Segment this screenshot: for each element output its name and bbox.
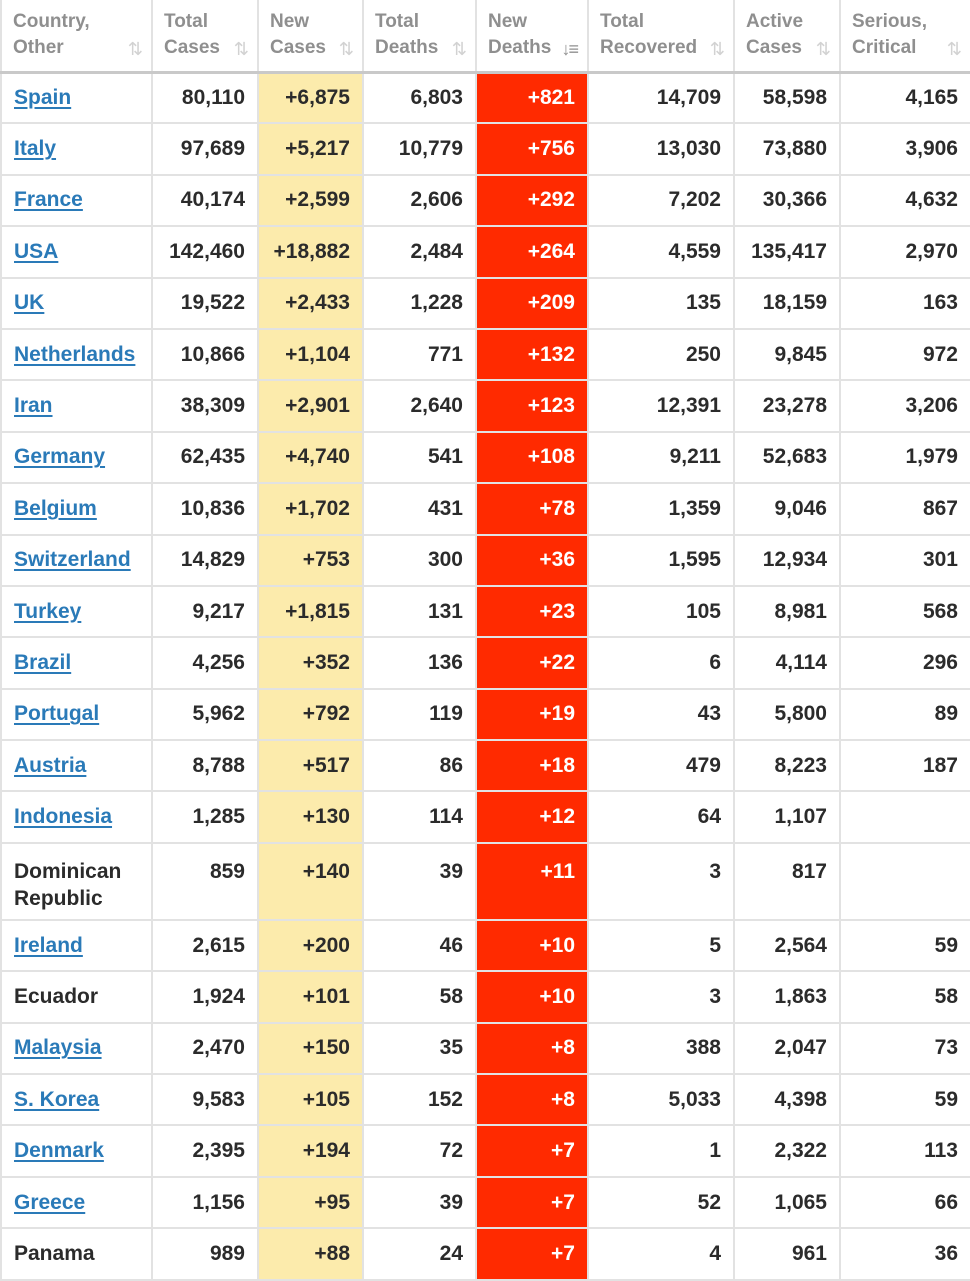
cell-new-cases: +2,901 bbox=[258, 380, 363, 431]
cell-total-recovered: 12,391 bbox=[588, 380, 734, 431]
cell-new-deaths: +23 bbox=[476, 586, 588, 637]
cell-serious-critical: 187 bbox=[840, 740, 970, 791]
cell-new-deaths: +7 bbox=[476, 1228, 588, 1279]
header-new-deaths[interactable] bbox=[476, 0, 588, 72]
cell-new-deaths: +108 bbox=[476, 432, 588, 483]
cell-country bbox=[1, 278, 152, 329]
cell-country bbox=[1, 72, 152, 123]
cell-country bbox=[1, 329, 152, 380]
country-link[interactable]: Germany bbox=[14, 445, 106, 469]
cell-serious-critical: 113 bbox=[840, 1125, 970, 1176]
table-row bbox=[1, 175, 970, 226]
country-link[interactable]: France bbox=[14, 188, 83, 212]
table-row bbox=[1, 791, 970, 842]
cell-total-deaths: 72 bbox=[363, 1125, 476, 1176]
cell-total-recovered: 1 bbox=[588, 1125, 734, 1176]
cell-total-recovered: 1,595 bbox=[588, 535, 734, 586]
table-row bbox=[1, 971, 970, 1022]
cell-serious-critical: 296 bbox=[840, 637, 970, 688]
cell-country bbox=[1, 483, 152, 534]
cell-serious-critical: 972 bbox=[840, 329, 970, 380]
cell-serious-critical bbox=[840, 791, 970, 842]
cell-new-cases: +200 bbox=[258, 920, 363, 971]
table-row bbox=[1, 740, 970, 791]
cell-new-cases: +88 bbox=[258, 1228, 363, 1279]
cell-total-deaths: 771 bbox=[363, 329, 476, 380]
table-row bbox=[1, 329, 970, 380]
header-total-deaths-line2: Deaths bbox=[375, 37, 439, 58]
cell-total-recovered: 7,202 bbox=[588, 175, 734, 226]
cell-new-deaths: +756 bbox=[476, 123, 588, 174]
cell-total-cases: 142,460 bbox=[152, 226, 258, 277]
country-name: Ecuador bbox=[14, 984, 99, 1008]
cell-new-cases: +517 bbox=[258, 740, 363, 791]
cell-total-cases: 1,924 bbox=[152, 971, 258, 1022]
header-new-cases-line1: New bbox=[270, 11, 310, 32]
cell-country bbox=[1, 1074, 152, 1125]
table-row bbox=[1, 432, 970, 483]
cell-total-deaths: 300 bbox=[363, 535, 476, 586]
country-link[interactable]: Turkey bbox=[14, 599, 82, 623]
header-new-deaths-line2: Deaths bbox=[488, 37, 552, 58]
cell-new-cases: +130 bbox=[258, 791, 363, 842]
cell-total-cases: 1,156 bbox=[152, 1177, 258, 1228]
cell-country bbox=[1, 432, 152, 483]
country-link[interactable]: Portugal bbox=[14, 702, 100, 726]
country-link[interactable]: UK bbox=[14, 291, 45, 315]
cell-serious-critical: 3,206 bbox=[840, 380, 970, 431]
cell-active-cases: 52,683 bbox=[734, 432, 840, 483]
table-row bbox=[1, 689, 970, 740]
cell-country bbox=[1, 1228, 152, 1279]
table-row bbox=[1, 380, 970, 431]
cell-new-deaths: +7 bbox=[476, 1177, 588, 1228]
cell-serious-critical: 4,165 bbox=[840, 72, 970, 123]
cell-active-cases: 58,598 bbox=[734, 72, 840, 123]
cell-serious-critical: 2,970 bbox=[840, 226, 970, 277]
table-header bbox=[1, 0, 970, 72]
header-active-cases-line2: Cases bbox=[746, 37, 802, 58]
cell-new-deaths: +10 bbox=[476, 971, 588, 1022]
cell-active-cases: 4,398 bbox=[734, 1074, 840, 1125]
cell-country bbox=[1, 740, 152, 791]
cell-new-cases: +1,702 bbox=[258, 483, 363, 534]
cell-total-recovered: 4,559 bbox=[588, 226, 734, 277]
cell-active-cases: 2,322 bbox=[734, 1125, 840, 1176]
cell-new-cases: +2,599 bbox=[258, 175, 363, 226]
cell-total-cases: 40,174 bbox=[152, 175, 258, 226]
cell-total-cases: 9,217 bbox=[152, 586, 258, 637]
country-link[interactable]: Belgium bbox=[14, 496, 97, 520]
header-total-deaths-line1: Total bbox=[375, 11, 419, 32]
cell-total-deaths: 152 bbox=[363, 1074, 476, 1125]
header-total-cases-line1: Total bbox=[164, 11, 208, 32]
country-link[interactable]: Ireland bbox=[14, 933, 83, 957]
cell-total-recovered: 64 bbox=[588, 791, 734, 842]
table-row bbox=[1, 535, 970, 586]
cell-serious-critical: 1,979 bbox=[840, 432, 970, 483]
cell-new-cases: +2,433 bbox=[258, 278, 363, 329]
header-total-recovered-line2: Recovered bbox=[600, 37, 698, 58]
header-active-cases-line1: Active bbox=[746, 11, 804, 32]
cell-serious-critical: 163 bbox=[840, 278, 970, 329]
cell-active-cases: 2,047 bbox=[734, 1023, 840, 1074]
table-row bbox=[1, 483, 970, 534]
cell-total-deaths: 86 bbox=[363, 740, 476, 791]
cell-total-cases: 8,788 bbox=[152, 740, 258, 791]
header-serious-critical-line1: Serious, bbox=[852, 11, 927, 32]
cell-total-recovered: 5 bbox=[588, 920, 734, 971]
cell-new-cases: +140 bbox=[258, 843, 363, 920]
cell-new-cases: +194 bbox=[258, 1125, 363, 1176]
cell-total-recovered: 4 bbox=[588, 1228, 734, 1279]
cell-country bbox=[1, 637, 152, 688]
cell-new-cases: +150 bbox=[258, 1023, 363, 1074]
cell-active-cases: 8,223 bbox=[734, 740, 840, 791]
cell-new-cases: +792 bbox=[258, 689, 363, 740]
cell-total-deaths: 114 bbox=[363, 791, 476, 842]
cell-total-cases: 859 bbox=[152, 843, 258, 920]
header-total-cases-line2: Cases bbox=[164, 37, 220, 58]
cell-total-cases: 14,829 bbox=[152, 535, 258, 586]
table-row bbox=[1, 1074, 970, 1125]
cell-new-cases: +1,815 bbox=[258, 586, 363, 637]
table-row bbox=[1, 920, 970, 971]
header-serious-critical-line2: Critical bbox=[852, 37, 917, 58]
country-link[interactable]: Italy bbox=[14, 137, 57, 161]
cell-total-cases: 9,583 bbox=[152, 1074, 258, 1125]
country-name: Panama bbox=[14, 1241, 95, 1265]
cell-total-deaths: 6,803 bbox=[363, 72, 476, 123]
cell-new-deaths: +132 bbox=[476, 329, 588, 380]
cell-serious-critical: 58 bbox=[840, 971, 970, 1022]
country-link[interactable]: Brazil bbox=[14, 650, 72, 674]
cell-active-cases: 1,863 bbox=[734, 971, 840, 1022]
cell-serious-critical: 59 bbox=[840, 1074, 970, 1125]
cell-active-cases: 4,114 bbox=[734, 637, 840, 688]
cell-new-cases: +101 bbox=[258, 971, 363, 1022]
cell-new-deaths: +8 bbox=[476, 1023, 588, 1074]
table-row bbox=[1, 123, 970, 174]
table-row bbox=[1, 278, 970, 329]
sort-icon[interactable]: ⇅ bbox=[338, 39, 352, 59]
sort-icon[interactable]: ⇅ bbox=[451, 39, 465, 59]
cell-serious-critical: 66 bbox=[840, 1177, 970, 1228]
cell-new-deaths: +8 bbox=[476, 1074, 588, 1125]
header-country-line2: Other bbox=[13, 37, 64, 58]
sort-icon[interactable]: ⇅ bbox=[815, 39, 829, 59]
header-country[interactable] bbox=[1, 0, 152, 72]
cell-new-deaths: +22 bbox=[476, 637, 588, 688]
cell-active-cases: 23,278 bbox=[734, 380, 840, 431]
cell-country bbox=[1, 971, 152, 1022]
cell-total-cases: 80,110 bbox=[152, 72, 258, 123]
cell-new-deaths: +12 bbox=[476, 791, 588, 842]
cell-total-deaths: 2,606 bbox=[363, 175, 476, 226]
header-total-cases[interactable] bbox=[152, 0, 258, 72]
cell-country bbox=[1, 535, 152, 586]
cell-total-recovered: 105 bbox=[588, 586, 734, 637]
cell-new-cases: +18,882 bbox=[258, 226, 363, 277]
cell-total-cases: 989 bbox=[152, 1228, 258, 1279]
cell-country bbox=[1, 175, 152, 226]
table-row bbox=[1, 1023, 970, 1074]
cell-serious-critical: 867 bbox=[840, 483, 970, 534]
header-active-cases[interactable] bbox=[734, 0, 840, 72]
cell-serious-critical bbox=[840, 843, 970, 920]
table-row bbox=[1, 637, 970, 688]
cell-total-deaths: 431 bbox=[363, 483, 476, 534]
cell-total-recovered: 6 bbox=[588, 637, 734, 688]
cell-serious-critical: 3,906 bbox=[840, 123, 970, 174]
cell-new-deaths: +123 bbox=[476, 380, 588, 431]
table-row bbox=[1, 586, 970, 637]
country-link[interactable]: Malaysia bbox=[14, 1036, 102, 1060]
header-new-cases-line2: Cases bbox=[270, 37, 326, 58]
cell-total-recovered: 43 bbox=[588, 689, 734, 740]
cell-total-deaths: 10,779 bbox=[363, 123, 476, 174]
cell-new-cases: +5,217 bbox=[258, 123, 363, 174]
cell-country bbox=[1, 123, 152, 174]
cell-serious-critical: 568 bbox=[840, 586, 970, 637]
cell-serious-critical: 36 bbox=[840, 1228, 970, 1279]
cell-country bbox=[1, 843, 152, 920]
cell-total-cases: 97,689 bbox=[152, 123, 258, 174]
country-link[interactable]: Denmark bbox=[14, 1139, 104, 1163]
cell-new-deaths: +19 bbox=[476, 689, 588, 740]
cell-active-cases: 1,065 bbox=[734, 1177, 840, 1228]
cell-active-cases: 9,046 bbox=[734, 483, 840, 534]
table-body bbox=[1, 72, 970, 1280]
header-row bbox=[1, 0, 970, 72]
cell-active-cases: 2,564 bbox=[734, 920, 840, 971]
header-total-recovered-line1: Total bbox=[600, 11, 644, 32]
cell-total-deaths: 2,484 bbox=[363, 226, 476, 277]
cell-new-cases: +95 bbox=[258, 1177, 363, 1228]
cell-country bbox=[1, 1125, 152, 1176]
cell-new-deaths: +78 bbox=[476, 483, 588, 534]
cell-total-deaths: 1,228 bbox=[363, 278, 476, 329]
sort-icon[interactable]: ⇅ bbox=[127, 39, 141, 59]
table-row bbox=[1, 1228, 970, 1279]
country-link[interactable]: Austria bbox=[14, 753, 87, 777]
country-link[interactable]: Switzerland bbox=[14, 548, 131, 572]
cell-country bbox=[1, 791, 152, 842]
cell-total-recovered: 3 bbox=[588, 843, 734, 920]
cell-total-deaths: 136 bbox=[363, 637, 476, 688]
cell-total-deaths: 39 bbox=[363, 843, 476, 920]
cell-active-cases: 1,107 bbox=[734, 791, 840, 842]
cell-total-recovered: 135 bbox=[588, 278, 734, 329]
sort-descending-icon[interactable]: ↓≡ bbox=[561, 39, 577, 59]
cell-active-cases: 30,366 bbox=[734, 175, 840, 226]
cell-total-deaths: 541 bbox=[363, 432, 476, 483]
cell-new-cases: +753 bbox=[258, 535, 363, 586]
header-new-deaths-line1: New bbox=[488, 11, 528, 32]
cell-country bbox=[1, 1177, 152, 1228]
cell-total-recovered: 479 bbox=[588, 740, 734, 791]
country-link[interactable]: Spain bbox=[14, 85, 72, 109]
cell-serious-critical: 59 bbox=[840, 920, 970, 971]
cell-total-recovered: 5,033 bbox=[588, 1074, 734, 1125]
table-row bbox=[1, 1125, 970, 1176]
cell-country bbox=[1, 1023, 152, 1074]
cell-new-cases: +6,875 bbox=[258, 72, 363, 123]
table-row bbox=[1, 72, 970, 123]
cell-new-deaths: +264 bbox=[476, 226, 588, 277]
cell-active-cases: 18,159 bbox=[734, 278, 840, 329]
cell-total-recovered: 52 bbox=[588, 1177, 734, 1228]
cell-total-cases: 5,962 bbox=[152, 689, 258, 740]
header-serious-critical[interactable] bbox=[840, 0, 970, 72]
country-link[interactable]: Greece bbox=[14, 1190, 86, 1214]
cell-total-cases: 2,395 bbox=[152, 1125, 258, 1176]
cell-new-deaths: +7 bbox=[476, 1125, 588, 1176]
cell-total-deaths: 131 bbox=[363, 586, 476, 637]
sort-icon[interactable]: ⇅ bbox=[233, 39, 247, 59]
cell-total-cases: 4,256 bbox=[152, 637, 258, 688]
header-total-deaths[interactable] bbox=[363, 0, 476, 72]
cell-active-cases: 961 bbox=[734, 1228, 840, 1279]
cell-total-recovered: 1,359 bbox=[588, 483, 734, 534]
cell-total-deaths: 46 bbox=[363, 920, 476, 971]
table-row bbox=[1, 226, 970, 277]
header-country-line1: Country, bbox=[13, 11, 90, 32]
cell-new-deaths: +36 bbox=[476, 535, 588, 586]
country-link[interactable]: USA bbox=[14, 239, 59, 263]
cell-total-deaths: 24 bbox=[363, 1228, 476, 1279]
country-link[interactable]: Iran bbox=[14, 394, 53, 418]
cell-new-deaths: +209 bbox=[476, 278, 588, 329]
cell-total-deaths: 58 bbox=[363, 971, 476, 1022]
cell-country bbox=[1, 689, 152, 740]
cell-total-cases: 10,836 bbox=[152, 483, 258, 534]
cell-total-recovered: 9,211 bbox=[588, 432, 734, 483]
cell-new-deaths: +18 bbox=[476, 740, 588, 791]
table-row bbox=[1, 1177, 970, 1228]
cell-active-cases: 8,981 bbox=[734, 586, 840, 637]
cell-new-cases: +1,104 bbox=[258, 329, 363, 380]
cell-active-cases: 817 bbox=[734, 843, 840, 920]
cell-total-cases: 2,615 bbox=[152, 920, 258, 971]
cell-total-recovered: 250 bbox=[588, 329, 734, 380]
cell-country bbox=[1, 586, 152, 637]
sort-icon[interactable]: ⇅ bbox=[946, 39, 960, 59]
cell-active-cases: 12,934 bbox=[734, 535, 840, 586]
table-row bbox=[1, 843, 970, 920]
cell-serious-critical: 301 bbox=[840, 535, 970, 586]
cell-country bbox=[1, 920, 152, 971]
cell-country bbox=[1, 226, 152, 277]
country-link[interactable]: Indonesia bbox=[14, 805, 113, 829]
cell-total-deaths: 2,640 bbox=[363, 380, 476, 431]
cell-active-cases: 135,417 bbox=[734, 226, 840, 277]
cell-total-recovered: 13,030 bbox=[588, 123, 734, 174]
cell-total-cases: 1,285 bbox=[152, 791, 258, 842]
country-name: Dominican Republic bbox=[14, 859, 122, 910]
sort-icon[interactable]: ⇅ bbox=[709, 39, 723, 59]
cell-serious-critical: 73 bbox=[840, 1023, 970, 1074]
cell-new-cases: +4,740 bbox=[258, 432, 363, 483]
cell-total-recovered: 388 bbox=[588, 1023, 734, 1074]
cell-new-cases: +352 bbox=[258, 637, 363, 688]
cell-total-deaths: 119 bbox=[363, 689, 476, 740]
cell-new-deaths: +10 bbox=[476, 920, 588, 971]
cell-serious-critical: 89 bbox=[840, 689, 970, 740]
header-total-recovered[interactable] bbox=[588, 0, 734, 72]
cell-new-deaths: +11 bbox=[476, 843, 588, 920]
cell-total-deaths: 39 bbox=[363, 1177, 476, 1228]
cell-total-recovered: 3 bbox=[588, 971, 734, 1022]
cell-total-cases: 19,522 bbox=[152, 278, 258, 329]
cell-total-deaths: 35 bbox=[363, 1023, 476, 1074]
cell-total-recovered: 14,709 bbox=[588, 72, 734, 123]
header-new-cases[interactable] bbox=[258, 0, 363, 72]
cell-total-cases: 2,470 bbox=[152, 1023, 258, 1074]
country-link[interactable]: S. Korea bbox=[14, 1087, 100, 1111]
cell-active-cases: 9,845 bbox=[734, 329, 840, 380]
cell-new-deaths: +821 bbox=[476, 72, 588, 123]
cell-active-cases: 73,880 bbox=[734, 123, 840, 174]
country-link[interactable]: Netherlands bbox=[14, 342, 136, 366]
cell-serious-critical: 4,632 bbox=[840, 175, 970, 226]
cell-active-cases: 5,800 bbox=[734, 689, 840, 740]
cell-country bbox=[1, 380, 152, 431]
cell-total-cases: 10,866 bbox=[152, 329, 258, 380]
cell-total-cases: 38,309 bbox=[152, 380, 258, 431]
cell-total-cases: 62,435 bbox=[152, 432, 258, 483]
cell-new-deaths: +292 bbox=[476, 175, 588, 226]
cell-new-cases: +105 bbox=[258, 1074, 363, 1125]
